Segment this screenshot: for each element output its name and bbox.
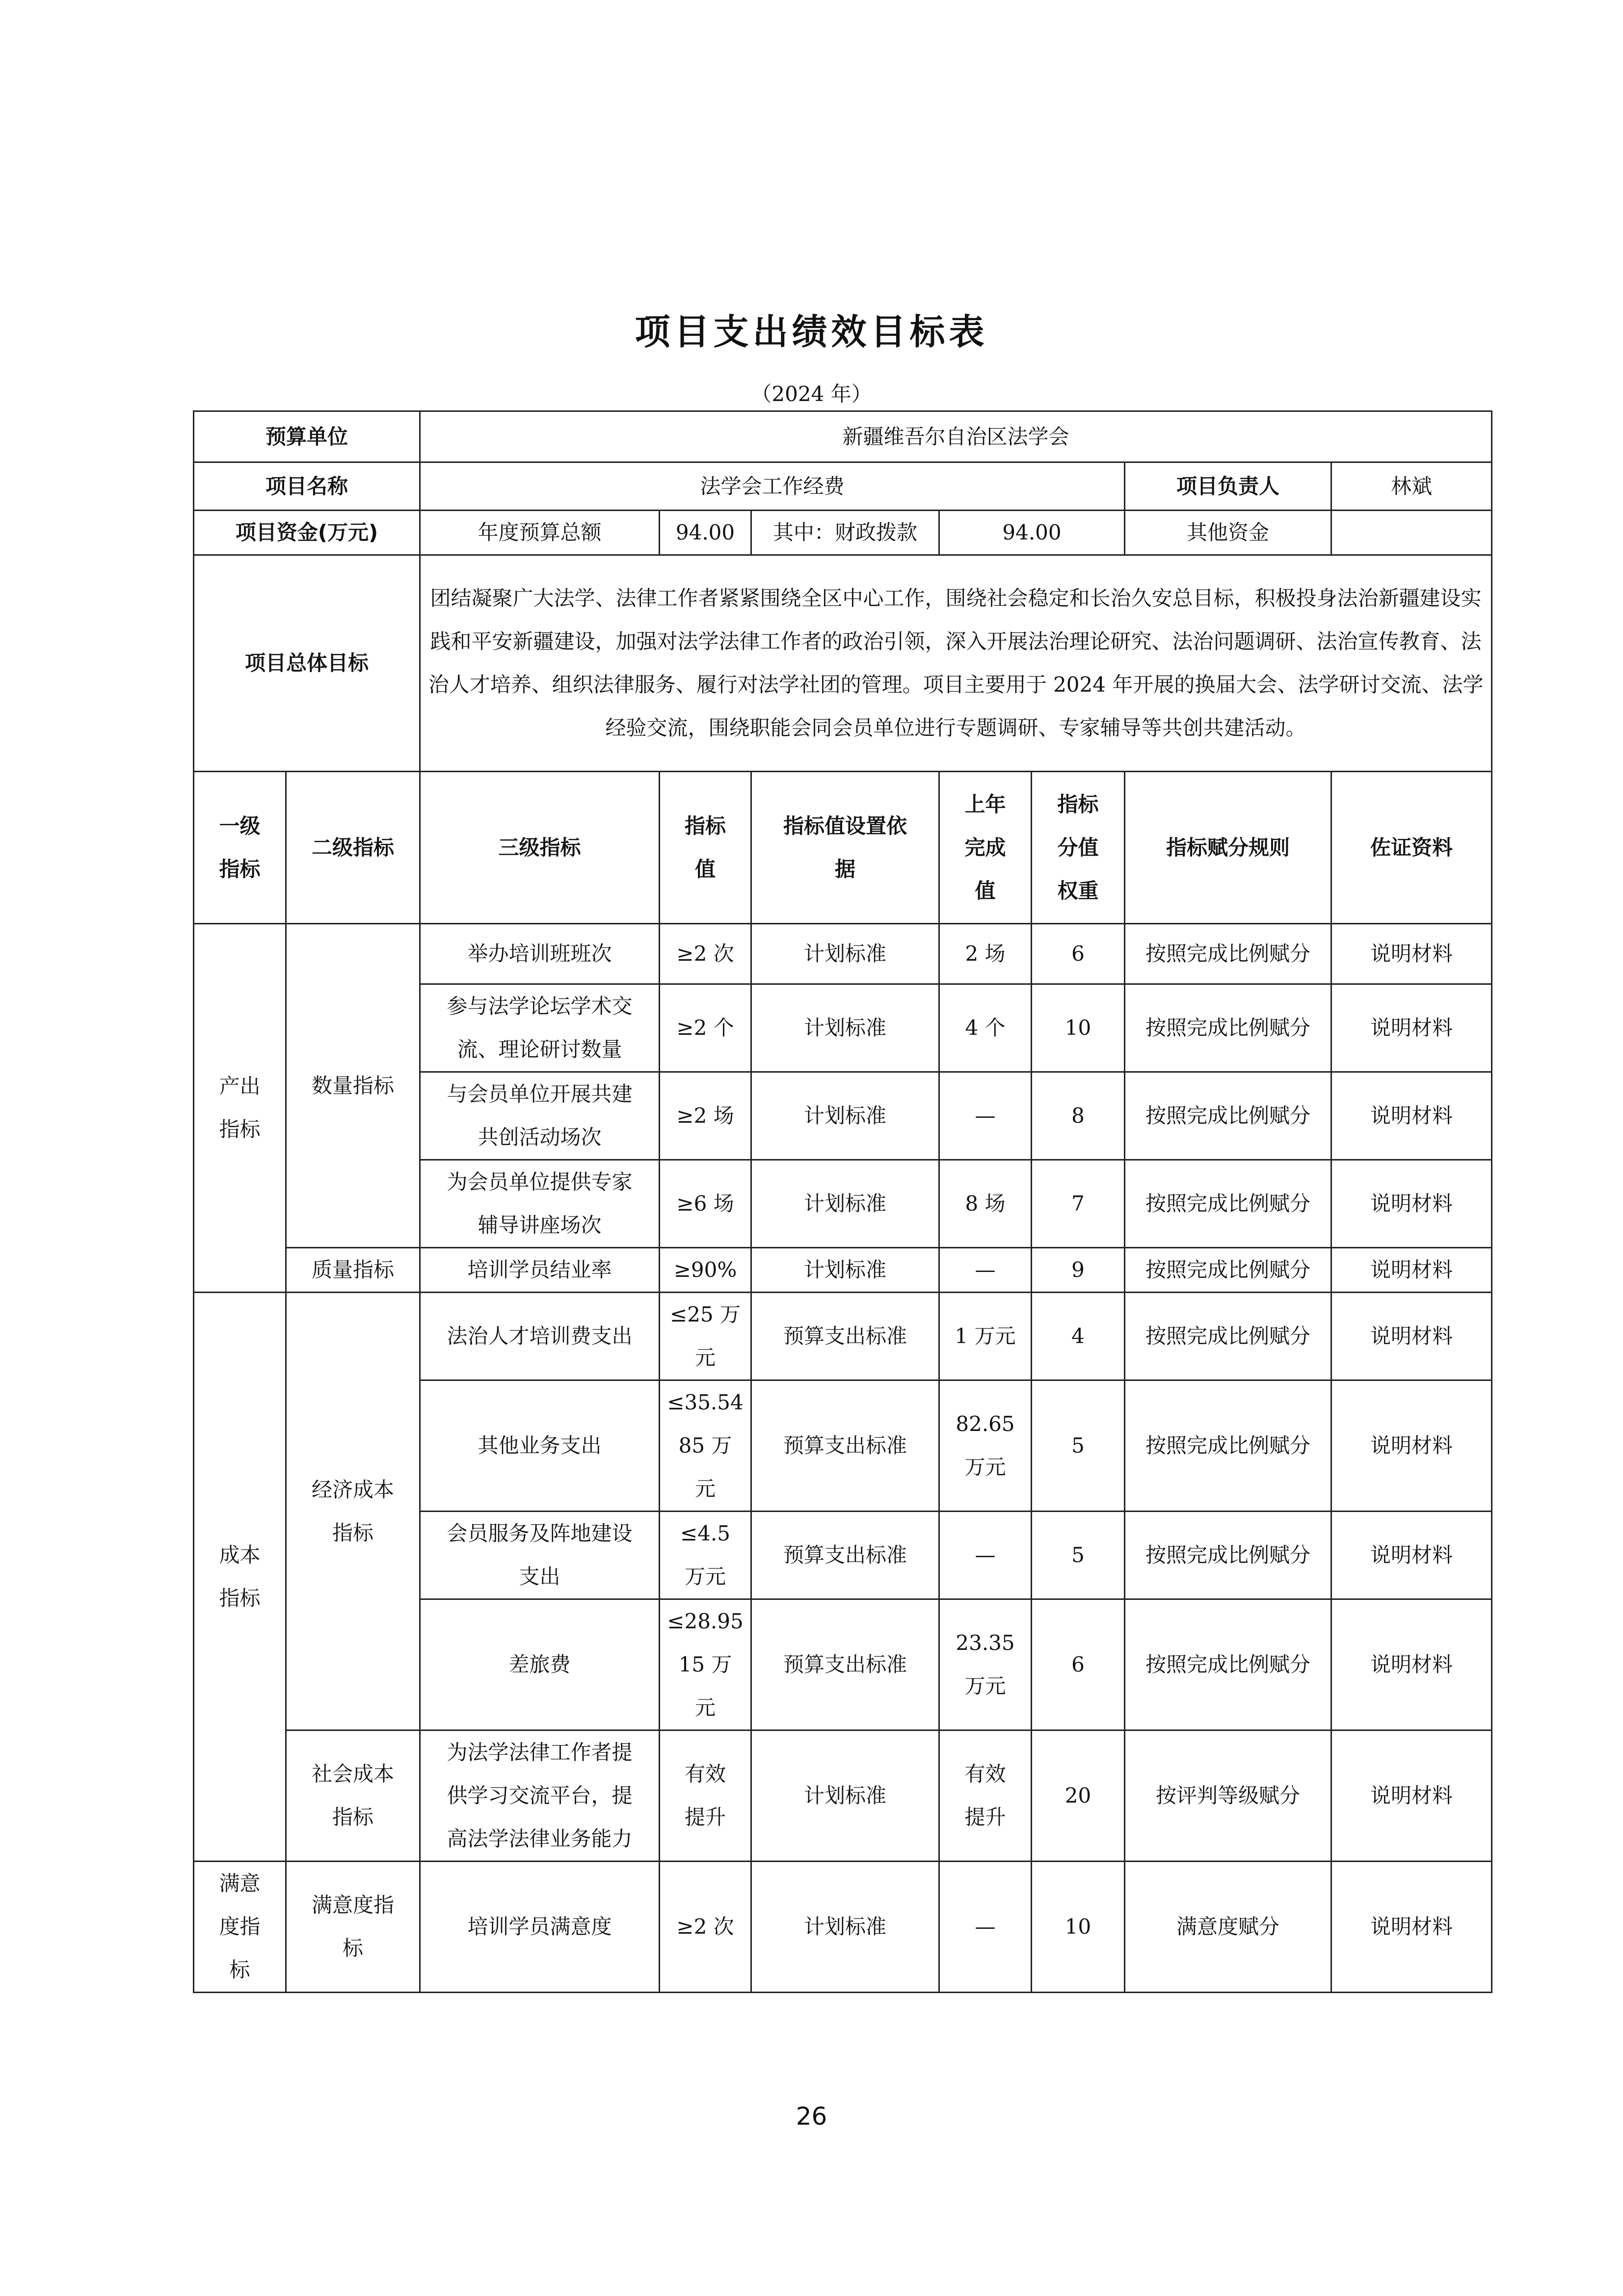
table-row	[194, 1730, 1492, 1862]
indicator-name: 法治人才培训费支出	[420, 1293, 660, 1380]
indicator-name: 培训学员结业率	[420, 1248, 660, 1293]
indicator-value: ≥2 场	[660, 1072, 751, 1160]
page-title: 项目支出绩效目标表	[635, 311, 988, 352]
table-row	[194, 1293, 1492, 1380]
indicator-rule: 按照完成比例赋分	[1125, 1160, 1331, 1248]
indicator-rule: 按照完成比例赋分	[1125, 1512, 1331, 1599]
other-funds-label: 其他资金	[1125, 511, 1331, 555]
indicator-last-year: 8 场	[939, 1160, 1032, 1248]
header-weight: 指标 分值 权重	[1032, 772, 1125, 924]
indicator-weight: 4	[1032, 1293, 1125, 1380]
indicator-weight: 7	[1032, 1160, 1125, 1248]
indicator-rule: 按照完成比例赋分	[1125, 984, 1331, 1072]
indicator-weight: 9	[1032, 1248, 1125, 1293]
indicator-last-year: 有效 提升	[939, 1730, 1032, 1862]
indicator-evidence: 说明材料	[1331, 1072, 1492, 1160]
indicator-evidence: 说明材料	[1331, 1160, 1492, 1248]
indicator-rule: 按评判等级赋分	[1125, 1730, 1331, 1862]
indicator-value: ≤28.95 15 万 元	[660, 1599, 751, 1730]
indicator-weight: 10	[1032, 984, 1125, 1072]
indicator-value: ≥2 个	[660, 984, 751, 1072]
indicator-value: ≤4.5 万元	[660, 1512, 751, 1599]
indicator-weight: 5	[1032, 1512, 1125, 1599]
indicator-weight: 5	[1032, 1380, 1125, 1512]
indicator-value: ≥2 次	[660, 924, 751, 984]
indicator-basis: 预算支出标准	[751, 1512, 939, 1599]
indicator-value: ≥6 场	[660, 1160, 751, 1248]
group-satisfaction-sub: 满意度指 标	[286, 1862, 420, 1993]
header-level3: 三级指标	[420, 772, 660, 924]
header-basis: 指标值设置依 据	[751, 772, 939, 924]
indicator-evidence: 说明材料	[1331, 924, 1492, 984]
header-evidence: 佐证资料	[1331, 772, 1492, 924]
indicator-value: ≤25 万 元	[660, 1293, 751, 1380]
indicator-last-year: 2 场	[939, 924, 1032, 984]
budget-unit-value: 新疆维吾尔自治区法学会	[420, 411, 1492, 462]
project-name-value: 法学会工作经费	[420, 462, 1125, 511]
indicator-weight: 6	[1032, 924, 1125, 984]
budget-unit-label: 预算单位	[194, 411, 420, 462]
indicator-name: 参与法学论坛学术交 流、理论研讨数量	[420, 984, 660, 1072]
indicator-name: 其他业务支出	[420, 1380, 660, 1512]
indicator-last-year: —	[939, 1512, 1032, 1599]
funds-label: 项目资金(万元)	[194, 511, 420, 555]
page-number: 26	[796, 2102, 827, 2131]
table-row	[194, 1862, 1492, 1993]
year-subtitle: （2024 年）	[751, 382, 872, 406]
indicator-basis: 预算支出标准	[751, 1380, 939, 1512]
indicator-rule: 按照完成比例赋分	[1125, 1072, 1331, 1160]
project-leader-label: 项目负责人	[1125, 462, 1331, 511]
header-value: 指标 值	[660, 772, 751, 924]
indicator-basis: 计划标准	[751, 1160, 939, 1248]
indicator-last-year: —	[939, 1248, 1032, 1293]
indicator-basis: 预算支出标准	[751, 1293, 939, 1380]
indicator-name: 培训学员满意度	[420, 1862, 660, 1993]
indicator-weight: 20	[1032, 1730, 1125, 1862]
indicator-rule: 按照完成比例赋分	[1125, 1293, 1331, 1380]
indicator-evidence: 说明材料	[1331, 1730, 1492, 1862]
header-rule: 指标赋分规则	[1125, 772, 1331, 924]
indicator-last-year: 82.65 万元	[939, 1380, 1032, 1512]
indicator-rule: 按照完成比例赋分	[1125, 1599, 1331, 1730]
indicator-last-year: 1 万元	[939, 1293, 1032, 1380]
indicator-rule: 按照完成比例赋分	[1125, 1380, 1331, 1512]
indicator-last-year: —	[939, 1862, 1032, 1993]
indicator-rule: 满意度赋分	[1125, 1862, 1331, 1993]
indicator-basis: 计划标准	[751, 1072, 939, 1160]
project-leader-value: 林斌	[1331, 462, 1492, 511]
indicator-basis: 计划标准	[751, 1862, 939, 1993]
fiscal-value: 94.00	[939, 511, 1125, 555]
fiscal-label: 其中：财政拨款	[751, 511, 939, 555]
indicator-basis: 计划标准	[751, 984, 939, 1072]
indicator-weight: 6	[1032, 1599, 1125, 1730]
group-quantity: 数量指标	[286, 924, 420, 1248]
indicator-value: ≥2 次	[660, 1862, 751, 1993]
header-last-year: 上年 完成 值	[939, 772, 1032, 924]
header-level1: 一级 指标	[194, 772, 286, 924]
group-cost: 成本 指标	[194, 1293, 286, 1862]
indicator-name: 会员服务及阵地建设 支出	[420, 1512, 660, 1599]
indicator-value: ≤35.54 85 万 元	[660, 1380, 751, 1512]
indicator-evidence: 说明材料	[1331, 1862, 1492, 1993]
indicator-basis: 计划标准	[751, 1730, 939, 1862]
annual-budget-label: 年度预算总额	[420, 511, 660, 555]
project-name-label: 项目名称	[194, 462, 420, 511]
indicator-evidence: 说明材料	[1331, 1512, 1492, 1599]
indicator-evidence: 说明材料	[1331, 1293, 1492, 1380]
indicator-value: ≥90%	[660, 1248, 751, 1293]
indicator-last-year: 4 个	[939, 984, 1032, 1072]
group-satisfaction: 满意 度指 标	[194, 1862, 286, 1993]
group-output: 产出 指标	[194, 924, 286, 1293]
indicator-evidence: 说明材料	[1331, 1380, 1492, 1512]
table-row	[194, 1248, 1492, 1293]
indicator-name: 为会员单位提供专家 辅导讲座场次	[420, 1160, 660, 1248]
performance-target-table	[193, 410, 1492, 1993]
indicator-name: 为法学法律工作者提 供学习交流平台，提 高法学法律业务能力	[420, 1730, 660, 1862]
indicator-rule: 按照完成比例赋分	[1125, 924, 1331, 984]
indicator-rule: 按照完成比例赋分	[1125, 1248, 1331, 1293]
indicator-weight: 10	[1032, 1862, 1125, 1993]
indicator-basis: 计划标准	[751, 1248, 939, 1293]
other-funds-value	[1331, 511, 1492, 555]
indicator-evidence: 说明材料	[1331, 1248, 1492, 1293]
group-economic: 经济成本 指标	[286, 1293, 420, 1730]
indicator-name: 举办培训班班次	[420, 924, 660, 984]
indicator-evidence: 说明材料	[1331, 1599, 1492, 1730]
indicator-basis: 预算支出标准	[751, 1599, 939, 1730]
indicator-last-year: 23.35 万元	[939, 1599, 1032, 1730]
indicator-name: 差旅费	[420, 1599, 660, 1730]
indicator-name: 与会员单位开展共建 共创活动场次	[420, 1072, 660, 1160]
group-quality: 质量指标	[286, 1248, 420, 1293]
header-level2: 二级指标	[286, 772, 420, 924]
overall-goal-label: 项目总体目标	[194, 555, 420, 772]
indicator-last-year: —	[939, 1072, 1032, 1160]
annual-budget-value: 94.00	[660, 511, 751, 555]
indicator-basis: 计划标准	[751, 924, 939, 984]
indicator-evidence: 说明材料	[1331, 984, 1492, 1072]
table-row	[194, 924, 1492, 984]
indicator-weight: 8	[1032, 1072, 1125, 1160]
overall-goal-text: 团结凝聚广大法学、法律工作者紧紧围绕全区中心工作，围绕社会稳定和长治久安总目标，积极投身法治新疆建设实践和平安新疆建设，加强对法学法律工作者的政治引领，深入开展法治理论研究、法治问题调研、法治宣传教育、法治人才培养、组织法律服务、履行对法学社团的管理。项目主要用于 2024 年开展的换届大会、法学研讨交流、法学经验交流，围绕职能会同会员单位进行专题调研、专家辅导等共创共建活动。	[420, 555, 1492, 772]
group-social: 社会成本 指标	[286, 1730, 420, 1862]
indicator-value: 有效 提升	[660, 1730, 751, 1862]
